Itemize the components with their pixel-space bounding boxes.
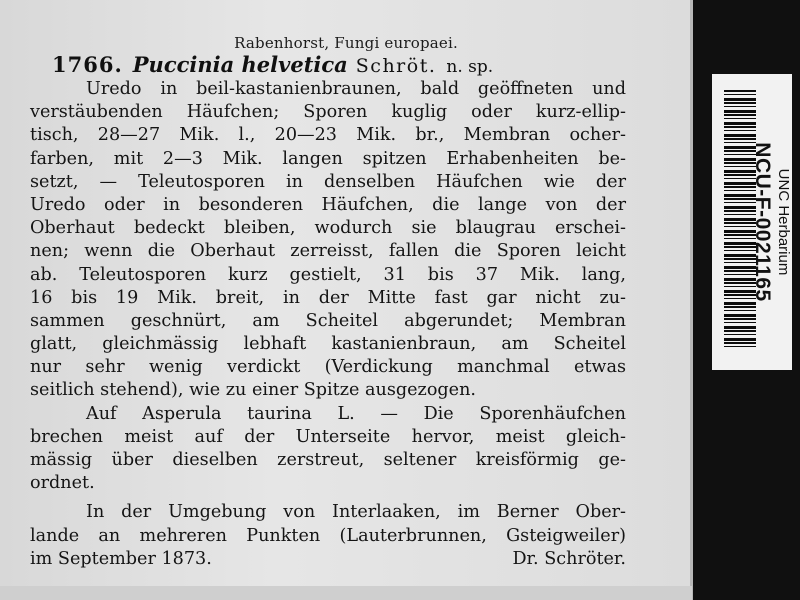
collector-signature: Dr. Schröter. — [512, 548, 626, 569]
description-text — [30, 78, 626, 571]
collection-date: im September 1873. — [30, 548, 212, 569]
species-title — [52, 52, 493, 77]
text-line: Uredo oder in besonderen Häufchen, die lange von der — [30, 194, 626, 215]
text-line: Auf Asperula taurina L. — Die Sporenhäufchen — [86, 403, 626, 424]
text-line: farben, mit 2—3 Mik. langen spitzen Erhabenheiten be- — [30, 148, 626, 169]
text-line: brechen meist auf der Unterseite hervor, meist gleich- — [30, 426, 626, 447]
text-line: verstäubenden Häufchen; Sporen kuglig oder kurz-ellip- — [30, 102, 626, 123]
catalog-number: NCU-F-0021165 — [751, 142, 774, 302]
text-line: In der Umgebung von Interlaaken, im Berner Ober- — [86, 502, 626, 523]
paper-bottom-strip — [0, 586, 692, 600]
text-line: setzt, — Teleutosporen in denselben Häufchen wie der — [30, 171, 626, 192]
species-name: Puccinia helvetica — [132, 52, 348, 77]
series-header: Rabenhorst, Fungi europaei. — [234, 34, 458, 52]
text-line: seitlich stehend), wie zu einer Spitze ausgezogen. — [30, 380, 477, 401]
text-line: tisch, 28—27 Mik. l., 20—23 Mik. br., Membran ocher- — [30, 125, 626, 146]
text-line: ab. Teleutosporen kurz gestielt, 31 bis 37 Mik. lang, — [30, 264, 626, 285]
text-line: nen; wenn die Oberhaut zerreisst, fallen die Sporen leicht — [30, 241, 626, 262]
text-line: Uredo in beil-kastanienbraunen, bald geöffneten und — [86, 79, 626, 99]
species-author: Schröt. — [355, 55, 437, 77]
species-status: n. sp. — [446, 57, 494, 77]
text-line: ordnet. — [30, 473, 95, 494]
text-line: lande an mehreren Punkten (Lauterbrunnen, Gsteigweiler) — [30, 525, 626, 546]
text-line: Oberhaut bedeckt bleiben, wodurch sie blaugrau erschei- — [30, 218, 626, 239]
text-line: 16 bis 19 Mik. breit, in der Mitte fast gar nicht zu- — [30, 287, 626, 308]
herbarium-label-text — [712, 72, 792, 372]
text-line: mässig über dieselben zerstreut, seltener kreisförmig ge- — [30, 450, 626, 470]
text-line: sammen geschnürt, am Scheitel abgerundet; Membran — [30, 310, 626, 331]
locality-date-line — [30, 548, 626, 571]
paper-edge — [690, 0, 693, 600]
herbarium-institution: UNC Herbarium — [775, 168, 792, 276]
exsiccata-number: 1766. — [52, 52, 123, 77]
text-line: glatt, gleichmässig lebhaft kastanienbraun, am Scheitel — [30, 334, 626, 355]
text-line: nur sehr wenig verdickt (Verdickung manchmal etwas — [30, 357, 626, 378]
